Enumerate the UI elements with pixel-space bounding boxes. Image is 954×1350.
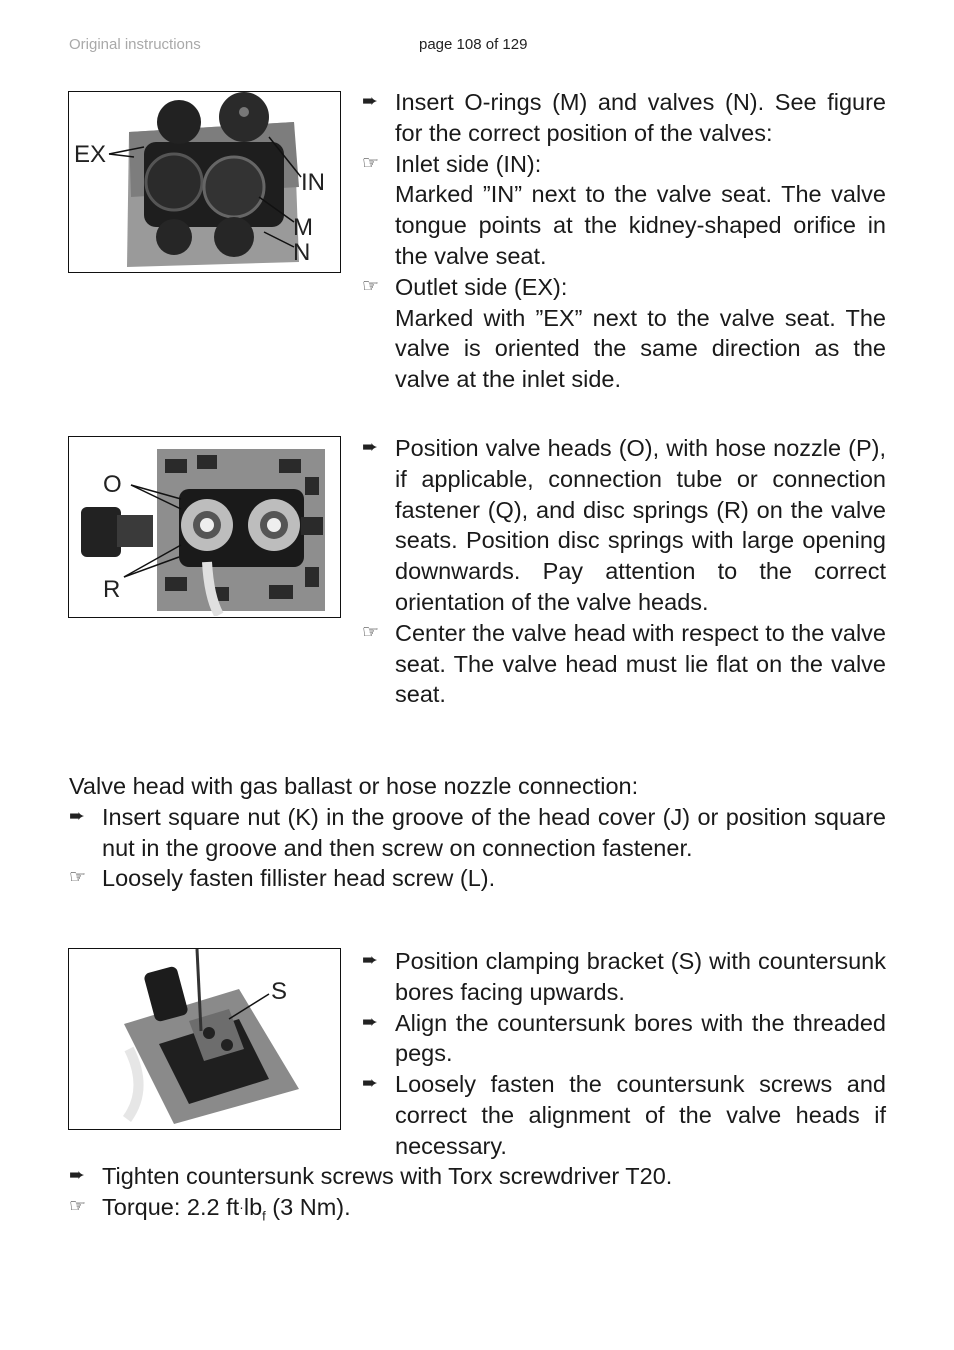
step-tighten-screws bbox=[69, 1161, 886, 1192]
header-doc-type: Original instructions bbox=[69, 36, 201, 53]
right-arrow-icon: ➨ bbox=[362, 437, 378, 458]
step-text: Insert square nut (K) in the groove of the head cover (J) or position square nut in the groove and then screw on connection fastener. bbox=[102, 803, 886, 861]
figure-label-r: R bbox=[103, 576, 121, 603]
note-fillister-screw bbox=[69, 863, 886, 894]
step-insert-square-nut bbox=[69, 802, 886, 864]
step-text: Insert O-rings (M) and valves (N). See figure for the correct position of the valves: bbox=[395, 89, 886, 146]
right-arrow-icon: ➨ bbox=[362, 91, 378, 112]
right-arrow-icon: ➨ bbox=[362, 1011, 378, 1033]
right-arrow-icon: ➨ bbox=[69, 1165, 85, 1186]
torque-subscript: f bbox=[262, 1208, 266, 1224]
note-title: Outlet side (EX): bbox=[395, 273, 568, 300]
step-loosely-fasten-screws bbox=[362, 1069, 886, 1161]
figure-label-o: O bbox=[103, 471, 122, 498]
pointing-hand-icon: ☞ bbox=[69, 867, 87, 889]
figure-clamping-bracket-photo bbox=[68, 948, 341, 1130]
right-arrow-icon: ➨ bbox=[362, 950, 378, 971]
step-position-valve-heads bbox=[362, 433, 886, 618]
torque-prefix: Torque: 2.2 ft bbox=[102, 1193, 240, 1220]
step-text: Tighten countersunk screws with Torx screwdriver T20. bbox=[102, 1163, 673, 1189]
figure-label-ex: EX bbox=[74, 141, 107, 168]
note-body: Marked ”IN” next to the valve seat. The valve tongue points at the kidney-shaped orifice in the valve seat. bbox=[395, 181, 886, 269]
figure-label-in: IN bbox=[301, 169, 325, 196]
right-arrow-icon: ➨ bbox=[362, 1073, 378, 1095]
section-tighten-screws bbox=[69, 1161, 886, 1223]
section-position-valve-heads bbox=[362, 433, 886, 710]
note-torque bbox=[69, 1192, 886, 1223]
pointing-hand-icon: ☞ bbox=[362, 621, 380, 643]
figure-label-m: M bbox=[293, 214, 313, 241]
pointing-hand-icon: ☞ bbox=[69, 1195, 87, 1217]
section-intro: Valve head with gas ballast or hose nozzle connection: bbox=[69, 773, 639, 799]
step-insert-orings bbox=[362, 87, 886, 149]
section-insert-orings bbox=[362, 87, 886, 395]
right-arrow-icon: ➨ bbox=[69, 805, 85, 827]
note-body: Marked with ”EX” next to the valve seat. The valve is oriented the same direction as the valve at the inlet side. bbox=[395, 304, 886, 393]
step-text: Loosely fasten the countersunk screws and correct the alignment of the valve heads if necessary. bbox=[395, 1071, 886, 1159]
step-text: Align the countersunk bores with the threaded pegs. bbox=[395, 1009, 886, 1067]
figure-label-n: N bbox=[293, 239, 311, 266]
pointing-hand-icon: ☞ bbox=[362, 275, 380, 297]
step-text: Position clamping bracket (S) with countersunk bores facing upwards. bbox=[395, 948, 886, 1005]
torque-text bbox=[102, 1192, 886, 1223]
step-position-clamping-bracket bbox=[362, 946, 886, 1008]
torque-dot: · bbox=[239, 1198, 244, 1215]
note-center-valve-head bbox=[362, 618, 886, 710]
figure-label-s: S bbox=[271, 978, 288, 1005]
section-gas-ballast bbox=[69, 771, 886, 894]
page-number: page 108 of 129 bbox=[419, 36, 528, 53]
note-title: Inlet side (IN): bbox=[395, 150, 542, 177]
figure-valve-seats-photo bbox=[68, 91, 341, 273]
note-text: Loosely fasten fillister head screw (L). bbox=[102, 865, 496, 892]
note-outlet-side bbox=[362, 272, 886, 395]
pointing-hand-icon: ☞ bbox=[362, 152, 380, 174]
torque-lb: lb bbox=[243, 1193, 263, 1220]
note-text: Center the valve head with respect to the valve seat. The valve head must lie flat on the valve seat. bbox=[395, 619, 886, 708]
section-clamping-bracket bbox=[362, 946, 886, 1162]
step-align-bores bbox=[362, 1008, 886, 1070]
note-inlet-side bbox=[362, 149, 886, 272]
figure-valve-heads-photo bbox=[68, 436, 341, 618]
step-text: Position valve heads (O), with hose nozzle (P), if applicable, connection tube or connection fastener (Q), and disc springs (R) on the valve seats. Position disc springs with large opening downwards. Pay attention to the correct orientation of the valve heads. bbox=[395, 435, 886, 615]
torque-suffix: (3 Nm). bbox=[265, 1193, 351, 1220]
